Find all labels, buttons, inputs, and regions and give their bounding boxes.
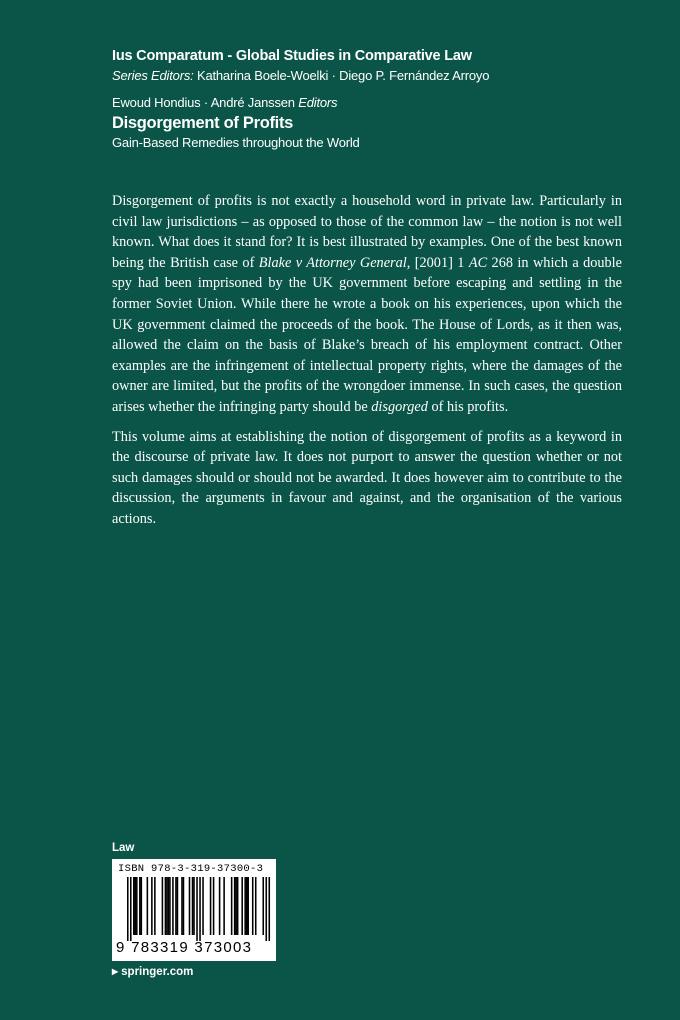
- barcode-bar: [235, 877, 237, 935]
- barcode-bar: [231, 877, 233, 935]
- ean-digits: 9 783319 373003: [116, 939, 253, 956]
- header: [112, 46, 652, 152]
- law-report-abbrev: AC: [468, 254, 488, 271]
- book-title: Disgorgement of Profits: [112, 114, 294, 132]
- book-subtitle: Gain-Based Remedies throughout the World: [112, 135, 360, 150]
- barcode-bar: [181, 877, 183, 935]
- series-editors-label: Series Editors:: [112, 68, 194, 83]
- blurb: [112, 191, 622, 539]
- barcode-bar: [196, 877, 198, 941]
- website-link[interactable]: [112, 966, 193, 978]
- barcode-bar: [189, 877, 191, 935]
- book-editors-names: Ewoud Hondius · André Janssen: [112, 95, 295, 110]
- barcode-bar: [168, 877, 170, 935]
- barcode-bar: [268, 877, 270, 941]
- barcode-bars: [116, 877, 272, 941]
- barcode-bar: [210, 877, 212, 935]
- blurb-p1-text-d: of his profits.: [427, 398, 509, 415]
- barcode-bar: [135, 877, 137, 935]
- barcode-bar: [169, 877, 171, 935]
- barcode-bar: [262, 877, 264, 935]
- blurb-paragraph-1: [112, 191, 622, 418]
- blurb-p1-text-c: 268 in which a double spy had been imprisoned by the UK government before escaping and settling in the former Soviet Union. While there he wrote a book on his experiences, upon which the UK government claimed the proceeds of the book. The House of Lords, as it then was, allowed the claim on the basis of Blake’s breach of his employment contract. Other examples are the infringement of intellectual property rights, where the damages of the owner are limited, but the profits of the wrongdoer immense. In such cases, the question arises whether the infringing party should be: [112, 254, 623, 415]
- barcode-bar: [244, 877, 246, 935]
- book-editors-line: [112, 94, 652, 112]
- barcode-bar: [193, 877, 195, 935]
- barcode-bar: [147, 877, 149, 935]
- blurb-p1-text-b: , [2001] 1: [406, 254, 469, 271]
- blurb-p1-text-a: Disgorgement of profits is not exactly a household word in private law. Particularly in civil law jurisdictions – as opposed to those of the common law – the notion is not well known. What does it stand for? It is best illustrated by examples. One of the best known being the British case of: [112, 193, 622, 271]
- barcode-bar: [130, 877, 132, 941]
- barcode-bar: [151, 877, 153, 935]
- barcode-bar: [133, 877, 135, 935]
- barcode-bar: [246, 877, 248, 935]
- barcode-bar: [223, 877, 225, 935]
- series-editors-line: [112, 66, 652, 86]
- barcode-bar: [234, 877, 236, 935]
- barcode-bar: [166, 877, 168, 935]
- barcode-bar: [192, 877, 194, 935]
- barcode-bar: [252, 877, 254, 935]
- barcode-bar: [139, 877, 141, 935]
- barcode-bar: [241, 877, 243, 935]
- blurb-paragraph-2: This volume aims at establishing the notion of disgorgement of profits as a keyword in the discourse of private law. It does not purport to answer the question whether or not such damages should or should not be awarded. It does however aim to contribute to the discussion, the arguments in favour and against, and the organisation of the various actions.: [112, 428, 622, 527]
- barcode-bar: [237, 877, 239, 935]
- barcode-bar: [141, 877, 143, 935]
- book-editors-label: Editors: [298, 95, 338, 110]
- case-name: Blake v Attorney General: [258, 254, 407, 271]
- barcode-bar: [165, 877, 167, 935]
- barcode-bar: [213, 877, 215, 935]
- website-text: springer.com: [121, 966, 194, 978]
- barcode-bar: [172, 877, 174, 935]
- barcode-bar: [247, 877, 249, 935]
- barcode-bar: [162, 877, 164, 935]
- barcode-bar: [136, 877, 138, 935]
- series-title: Ius Comparatum - Global Studies in Comparative Law: [112, 48, 472, 64]
- barcode-bar: [265, 877, 267, 941]
- barcode-bar: [177, 877, 179, 935]
- barcode-bar: [154, 877, 156, 935]
- barcode-bar: [175, 877, 177, 935]
- barcode-bar: [199, 877, 201, 941]
- barcode-bar: [183, 877, 185, 935]
- barcode-bar: [127, 877, 129, 941]
- barcode-bar: [219, 877, 221, 935]
- subject-category: Law: [112, 842, 135, 854]
- series-editors-names: Katharina Boele-Woelki · Diego P. Fernández Arroyo: [196, 68, 490, 83]
- barcode-bar: [202, 877, 204, 935]
- disgorged-word: disgorged: [371, 398, 428, 415]
- isbn-barcode: [112, 859, 276, 961]
- isbn-text: ISBN 978-3-319-37300-3: [118, 863, 264, 875]
- barcode-bar: [255, 877, 257, 935]
- arrow-right-icon: ▶: [112, 967, 119, 976]
